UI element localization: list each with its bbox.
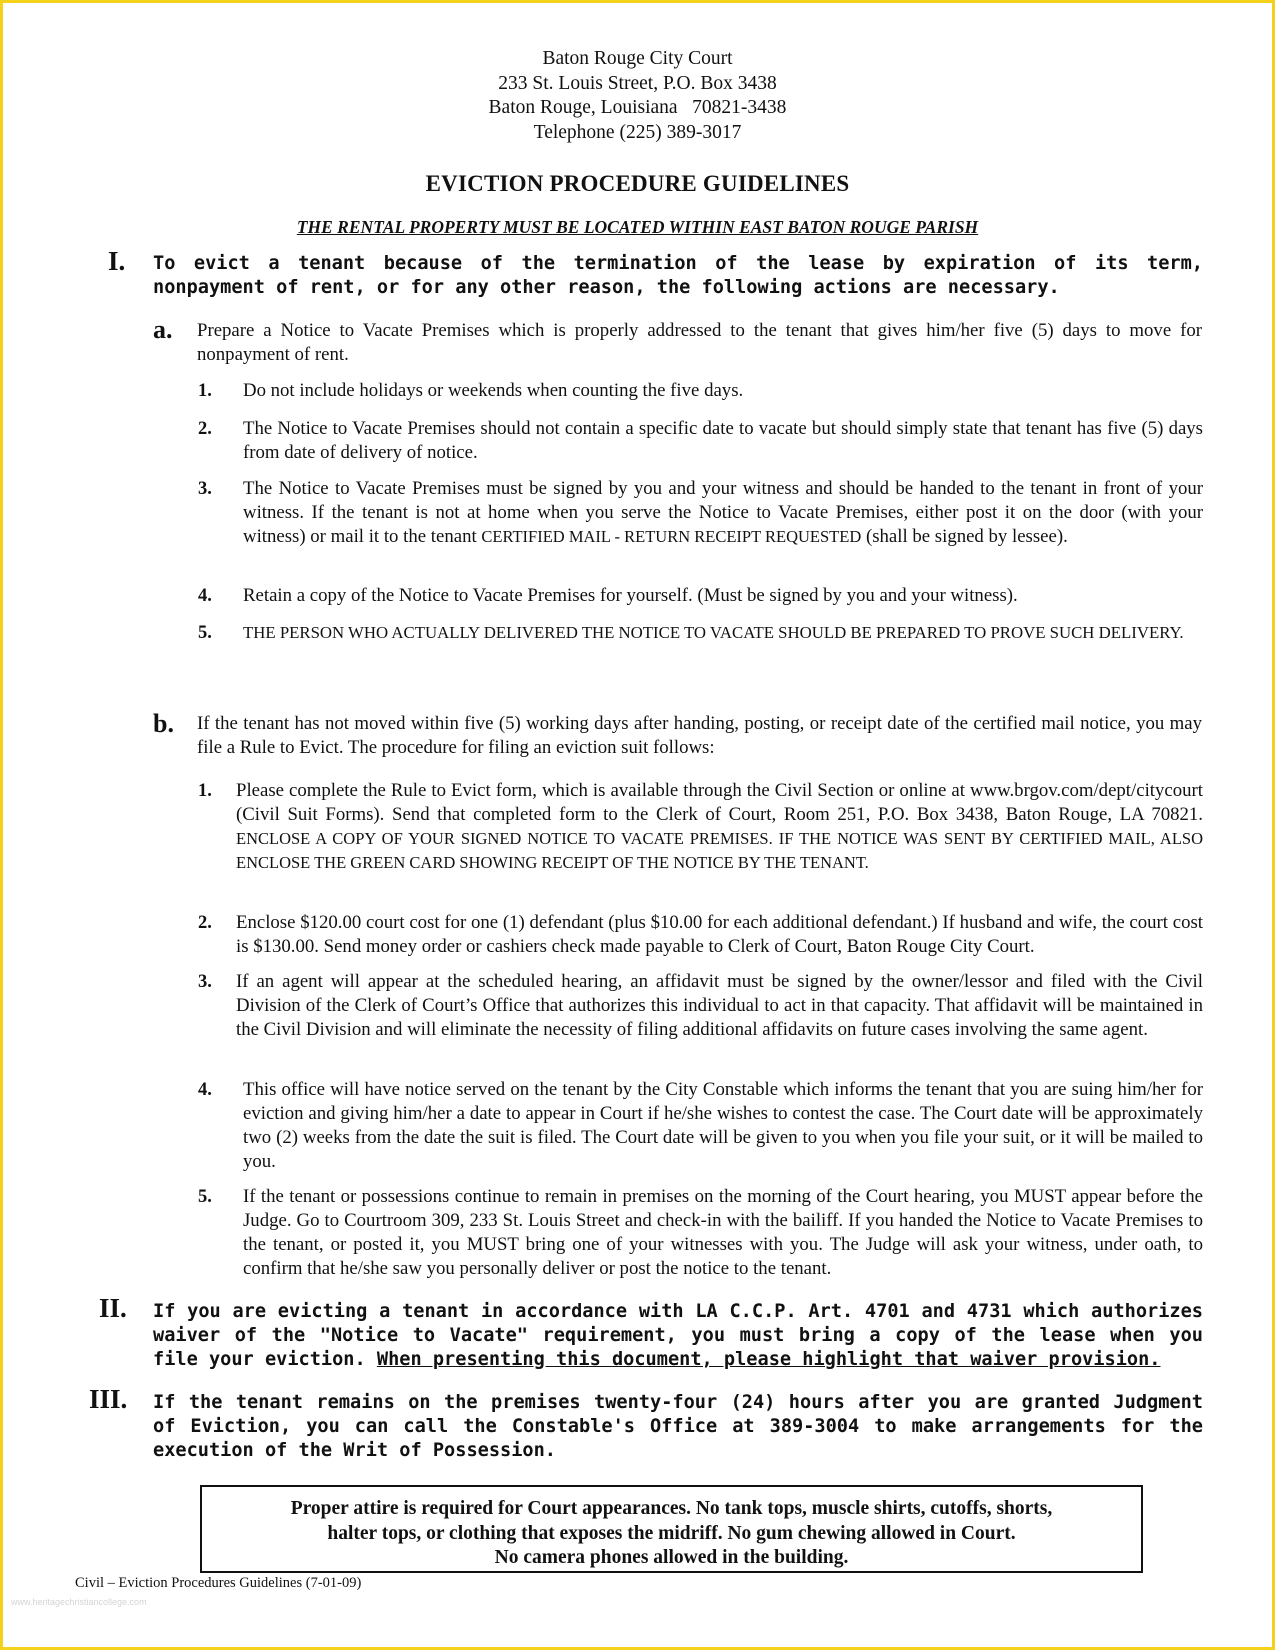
court-name: Baton Rouge City Court bbox=[542, 48, 733, 69]
page-subtitle: THE RENTAL PROPERTY MUST BE LOCATED WITHIN EAST BATON ROUGE PARISH bbox=[296, 217, 979, 237]
b-item-1-text: Please complete the Rule to Evict form, which is available through the Civil Section or online at www.brgov.com/dept/citycourt (Civil Suit Forms). Send that completed form to the Clerk of Court, Room 251, P.O. Box 3438, Baton Rouge, LA 70821. ENCLOSE A COPY OF YOUR SIGNED NOTICE TO VACATE PREMISES. IF THE NOTICE WAS SENT BY CERTIFIED MAIL, ALSO ENCLOSE THE GREEN CARD SHOWING RECEIPT OF THE NOTICE BY THE TENANT. bbox=[236, 780, 1203, 872]
watermark-text: www.heritagechristiancollege.com bbox=[11, 1597, 147, 1607]
b-item-5-text: If the tenant or possessions continue to remain in premises on the morning of the Court hearing, you MUST appear before the Judge. Go to Courtroom 309, 233 St. Louis Street and check-in with the bailiff. If you handed the Notice to Vacate Premises to the tenant, or posted it, you MUST bring one of your witnesses with you. The Judge will ask your witness, under oath, to confirm that he/she saw you personally deliver or post the notice to the tenant. bbox=[243, 1186, 1203, 1279]
court-street-address: 233 St. Louis Street, P.O. Box 3438 bbox=[498, 72, 777, 94]
a-item-4-number: 4. bbox=[198, 586, 212, 606]
a-item-3-text: The Notice to Vacate Premises must be signed by you and your witness and should be handed to the tenant in front of your witness. If the tenant is not at home when you serve the Notice to Vacate Premises, either post it on the door (with your witness) or mail it to the tenant CERTIFIED MAIL - RETURN RECEIPT REQUESTED (shall be signed by lessee). bbox=[243, 478, 1203, 547]
a-item-2-text: The Notice to Vacate Premises should not contain a specific date to vacate but should simply state that tenant has five (5) days from date of delivery of notice. bbox=[243, 418, 1203, 463]
b-item-2-number: 2. bbox=[198, 913, 212, 933]
attire-notice-box bbox=[200, 1485, 1143, 1573]
b-item-4-text: This office will have notice served on the tenant by the City Constable which informs the tenant that you are suing him/her for eviction and giving him/her a date to appear in Court if he/she wishes to contest the case. The Court date will be approximately two (2) weeks from the date the suit is filed. The Court date will be given to you when you file your suit, or it will be mailed to you. bbox=[243, 1079, 1203, 1172]
section-3-text: If the tenant remains on the premises twenty-four (24) hours after you are granted Judgment of Eviction, you can call the Constable's Office at 389-3004 to make arrangements for the execution of the Writ of Possession. bbox=[153, 1392, 1203, 1461]
waiver-highlight-instruction: When presenting this document, please highlight that waiver provision. bbox=[376, 1349, 1161, 1370]
b-item-4-number: 4. bbox=[198, 1080, 212, 1100]
section-2-text: If you are evicting a tenant in accordance with LA C.C.P. Art. 4701 and 4731 which authorizes waiver of the "Notice to Vacate" requirement, you must bring a copy of the lease when you file your eviction. When presenting this document, please highlight that waiver provision. bbox=[153, 1301, 1203, 1370]
b-item-3-text: If an agent will appear at the scheduled hearing, an affidavit must be signed by the owner/lessor and filed with the Civil Division of the Clerk of Court’s Office that authorizes this individual to act in that capacity. That affidavit will be maintained in the Civil Division and will eliminate the necessity of filing additional affidavits on future cases involving the same agent. bbox=[236, 971, 1203, 1040]
attire-notice-line-3: No camera phones allowed in the building. bbox=[494, 1547, 849, 1568]
b-item-1-number: 1. bbox=[198, 781, 212, 801]
section-2-numeral: II. bbox=[99, 1293, 127, 1323]
subsection-b-text: If the tenant has not moved within five (5) working days after handing, posting, or receipt date of the certified mail notice, you may file a Rule to Evict. The procedure for filing an eviction suit follows: bbox=[197, 713, 1202, 758]
attire-notice-line-1: Proper attire is required for Court appearances. No tank tops, muscle shirts, cutoffs, shorts, bbox=[290, 1498, 1053, 1519]
attire-notice-line-2: halter tops, or clothing that exposes the midriff. No gum chewing allowed in Court. bbox=[327, 1522, 1016, 1544]
a-item-1-number: 1. bbox=[198, 381, 212, 401]
a-item-3-number: 3. bbox=[198, 479, 212, 499]
section-1-numeral: I. bbox=[108, 246, 126, 276]
a-item-1-text: Do not include holidays or weekends when counting the five days. bbox=[243, 380, 744, 401]
a-item-5-text: THE PERSON WHO ACTUALLY DELIVERED THE NOTICE TO VACATE SHOULD BE PREPARED TO PROVE SUCH DELIVERY. bbox=[243, 623, 1184, 642]
subsection-b-letter: b. bbox=[153, 709, 174, 738]
subsection-a-text: Prepare a Notice to Vacate Premises which is properly addressed to the tenant that gives him/her five (5) days to move for nonpayment of rent. bbox=[197, 320, 1202, 365]
court-header bbox=[3, 47, 1272, 145]
section-3-numeral: III. bbox=[89, 1384, 128, 1414]
page-title: EVICTION PROCEDURE GUIDELINES bbox=[425, 171, 850, 196]
a-item-4-text: Retain a copy of the Notice to Vacate Premises for yourself. (Must be signed by you and your witness). bbox=[243, 585, 1018, 606]
section-1-text: To evict a tenant because of the termination of the lease by expiration of its term, nonpayment of rent, or for any other reason, the following actions are necessary. bbox=[153, 253, 1203, 298]
b-item-2-text: Enclose $120.00 court cost for one (1) defendant (plus $10.00 for each additional defendant.) If husband and wife, the court cost is $130.00. Send money order or cashiers check made payable to Clerk of Court, Baton Rouge City Court. bbox=[236, 912, 1203, 957]
footer-revision-label: Civil – Eviction Procedures Guidelines (7-01-09) bbox=[75, 1575, 362, 1591]
court-city-state-zip: Baton Rouge, Louisiana 70821-3438 bbox=[488, 97, 787, 118]
subsection-a-letter: a. bbox=[153, 315, 173, 344]
a-item-2-number: 2. bbox=[198, 419, 212, 439]
court-telephone: Telephone (225) 389-3017 bbox=[533, 121, 742, 143]
b-item-3-number: 3. bbox=[198, 972, 212, 992]
b-item-5-number: 5. bbox=[198, 1187, 212, 1207]
a-item-5-number: 5. bbox=[198, 623, 212, 643]
